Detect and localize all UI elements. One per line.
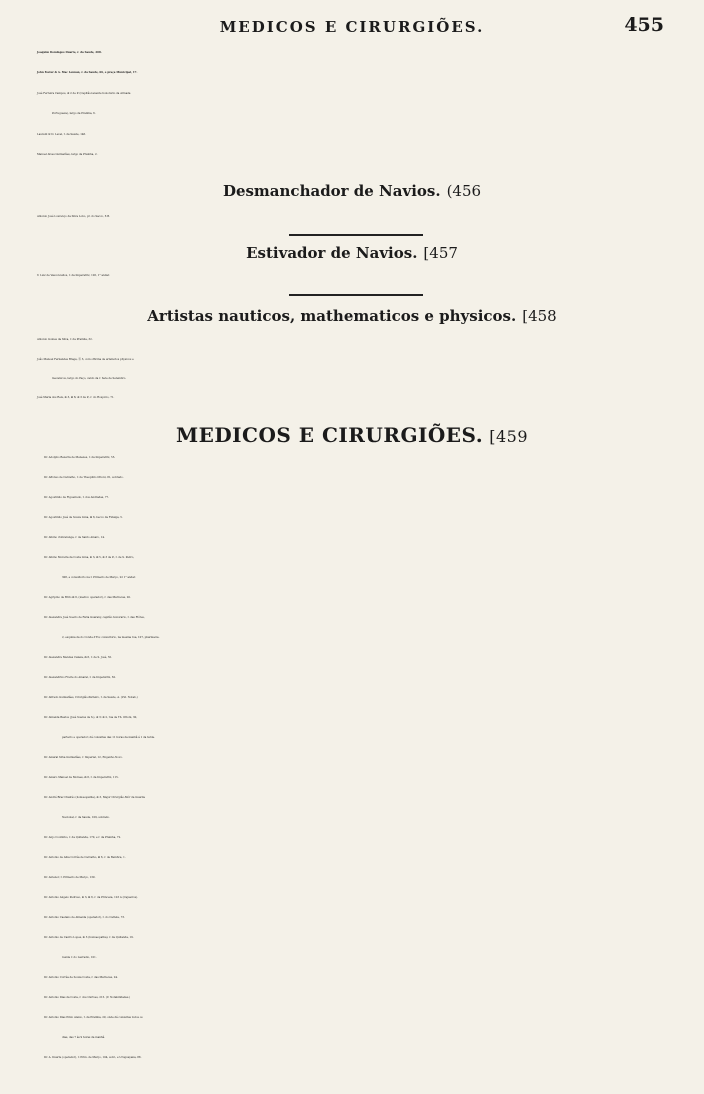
section-number: [459 xyxy=(489,427,529,446)
running-title: MEDICOS E CIRURGIÕES. xyxy=(219,18,485,36)
section-number: [458 xyxy=(522,307,557,325)
section-number: (456 xyxy=(446,182,482,200)
section-title: Estivador de Navios. xyxy=(246,244,418,262)
list-item-continuation: dias, das 7 ás 9 horas da manhã. xyxy=(62,1036,105,1039)
list-item: Dr. Agostinho de Figueiredo, r. dos Andradas, 77. xyxy=(44,496,109,499)
page-number: 455 xyxy=(624,14,664,36)
section-heading-459 xyxy=(0,423,704,447)
list-item: Dr. Amaro Manoel de Moraes, ✪ 6, r. da Imperatriz, 115. xyxy=(44,776,119,779)
list-item: Antonio José Lourenço da Silva Lobo, pr. do Sacco, 6 B. xyxy=(37,215,110,218)
list-item: Dr. Amaral Silva Guimarães, r. Imperial, 12, Engenho-Novo. xyxy=(44,756,123,759)
list-item-continuation: Portugueza), largo da Prainha, 6. xyxy=(52,112,96,115)
list-item: Manoel Alves Guimarães, largo da Prainha, 2. xyxy=(37,153,98,156)
list-item: Dr. Antonio Dias Pinto Aleixo, r. da Prainha, 29, onde dá consultas todos os xyxy=(44,1016,143,1019)
list-item-continuation: parteiro e operador; dá consultas das 11 horas da manhã á 1 da tarde. xyxy=(62,736,155,739)
list-item: José Ferreira Campos, ✠ 2 de P. (Capitão-tenente honorario da Armada xyxy=(37,92,131,95)
page-header xyxy=(0,14,704,40)
list-item: Dr. Antonio Angelo Pedroso, ✠ 3, ✪ 6, r. da Princeza, 123 A (Cajueiros). xyxy=(44,896,138,899)
list-item: Dr. Albino Moreira da Costa Lima, ✠ 3, ✪ 5, ✠ 3 de P., r. de S. Pedro, xyxy=(44,556,135,559)
list-item: Dr. A. Duarte (operador), r. Prim. de Março, 104, sobr., e Uruguayana, 88. xyxy=(44,1056,142,1059)
list-item-continuation: Nacional, r. da Saude, 109, sobrado. xyxy=(62,816,110,819)
section-title: Artistas nauticos, mathematicos e physicos. xyxy=(147,307,517,325)
list-item: Dr. Antonio Corrêa de Souza Costa, r. das Marrecas, 24. xyxy=(44,976,118,979)
list-item: Antonio Gomes da Silva, r. da Prainha, 32. xyxy=(37,338,93,341)
list-item-continuation: reside r. do Lavradio, 101. xyxy=(62,956,97,959)
list-item: Dr. Antenor, r. Primeiro de Março, 139. xyxy=(44,876,96,879)
list-item: Dr. Antonio Caetano de Almeida (operador), r. do Cattete, 73. xyxy=(44,916,125,919)
list-item: V. Luiz de Vasconcellos, r. da Imperatriz, 126, 1° andar. xyxy=(37,274,110,277)
list-item: Dr. Alexandre Mendes Calaza, ✪ 6, r. de S. José, 55. xyxy=(44,656,113,659)
divider xyxy=(289,294,423,296)
section-number: [457 xyxy=(423,244,458,262)
list-item: Dr. Alfredo Guimarães, Cirurgião-Parteiro, r. da Saude, A. (Vid. Notab.) xyxy=(44,696,138,699)
list-item-continuation: mecanicos, largo do Paço, canto da r. Sete de Setembro. xyxy=(52,377,127,380)
list-item: Laurent & D. Level, r. da Saude, 146. xyxy=(37,133,87,136)
list-item: Dr. Adolpho Bezerra de Menezes, r. da Imperatriz, 55. xyxy=(44,456,116,459)
list-item: Joaquim Domingos Duarte, r. da Saude, 208. xyxy=(37,51,102,54)
list-item: Dr. Albino d'Alvarenga, r. de Santo Amaro, 14. xyxy=(44,536,105,539)
list-item: Dr. Alexandre José Soeiro de Faria Guarany, capitão honorario, r. das Flôres, xyxy=(44,616,145,619)
list-item: José Maria dos Reis, ✠ 3, ✪ 6; ✠ 3 de P., r. do Hospicio, 71. xyxy=(37,396,115,399)
section-title: Desmanchador de Navios. xyxy=(222,182,441,200)
list-item: Dr. Agostinho José de Souza Lima, ✪ 6, becco da Fidalga, 5. xyxy=(44,516,123,519)
section-heading-456 xyxy=(0,182,704,200)
list-item: Dr. André Braz Chalréo (homœopatha), ✠ 3, Major Cirurgião-Mór da Guarda xyxy=(44,796,145,799)
section-title: MEDICOS E CIRURGIÕES. xyxy=(175,423,484,447)
list-item: Dr. Alexandrino Freire do Amaral, r. da Imperatriz, 50. xyxy=(44,676,116,679)
list-item: Dr. Antonio de Castro Lopes, ✠ 3 (homœopatha), r. da Quitanda, 19. xyxy=(44,936,134,939)
section-heading-458 xyxy=(0,307,704,325)
list-item: Dr. Antonio de Alba Corrêa de Carvalho, ✪ 6, r. de Bemfica, 1. xyxy=(44,856,126,859)
list-item: Dr. Almeida Bastos (José Soares de S.), ✠ 3; ✠ 2, rua de Th. Ottoni, 30, xyxy=(44,716,138,719)
list-item: Dr. Affonso de Carvalho, r. de Theophilo Ottoni, 81, sobrado. xyxy=(44,476,124,479)
list-item: Dr. Antonio Dias da Costa, r. dos Ourives, 215. (V. Notabilidades.) xyxy=(44,996,131,999)
divider xyxy=(289,234,423,236)
list-item-continuation: 2, esquina da do Conde d'Eu; consultorio, na mesma rua, 107, pharmacia. xyxy=(62,636,160,639)
list-item: Dr. Agripino de Brito ✪ 6, (medico operador), r. das Marrecas, 20. xyxy=(44,596,131,599)
list-item-continuation: 308, e consultorio na r. Primeiro de Março, 22 1° andar. xyxy=(62,576,136,579)
list-item: João Manoel Fernandes Braga, Ⓢ 3, com officina de artefactos physicos e xyxy=(37,358,134,361)
section-heading-457 xyxy=(0,244,704,262)
list-item: John Foster & A. Mac Lennan, r. da Saude, 66, e praça Municipal, 17. xyxy=(37,71,138,74)
list-item: Dr. Anjo Coutinho, r. da Quitanda, 170, e r. da Prainha, 72. xyxy=(44,836,122,839)
